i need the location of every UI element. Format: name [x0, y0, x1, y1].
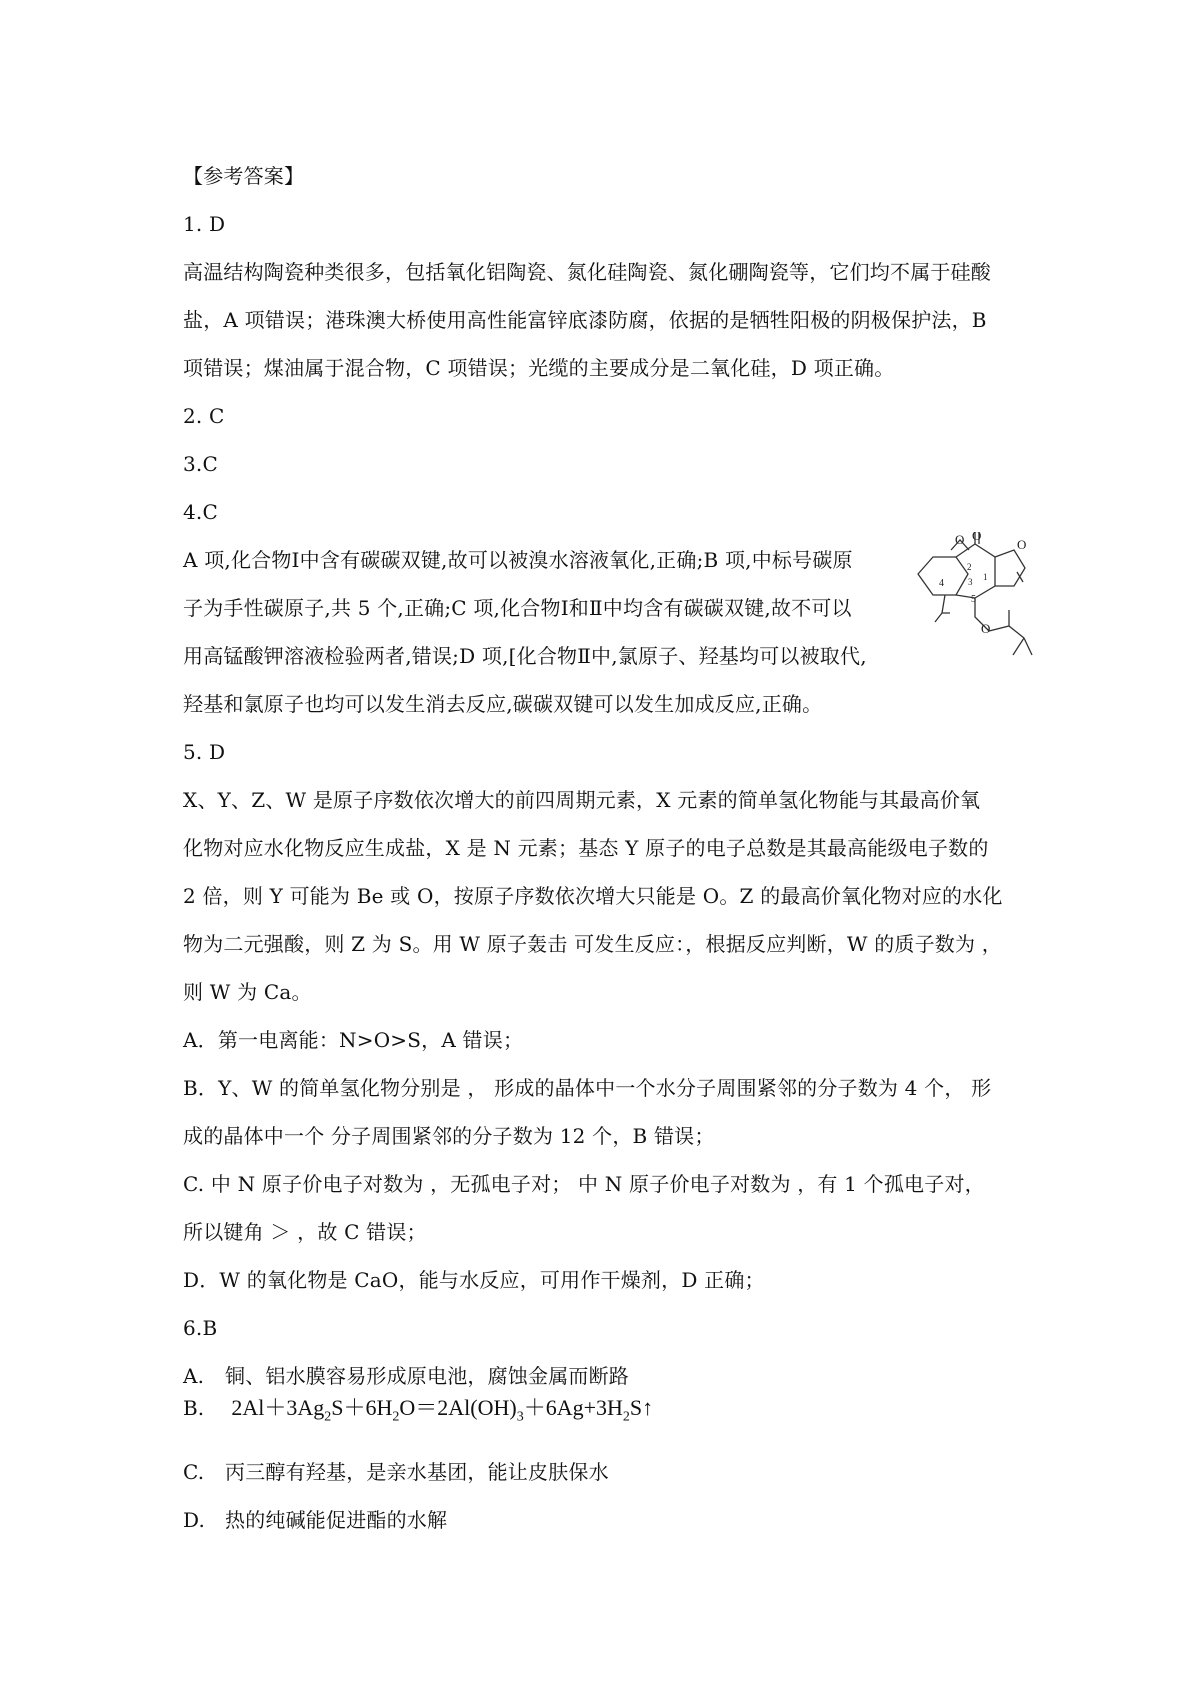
q4-explanation-line-2: 子为手性碳原子,共 5 个,正确;C 项,化合物Ⅰ和Ⅱ中均含有碳碳双键,故不可以 — [183, 596, 852, 620]
molecule-number-label-2: 2 — [967, 562, 972, 572]
molecule-oxygen-label-2: O — [972, 532, 982, 543]
answer-heading: 【参考答案】 — [183, 164, 305, 188]
q5-answer: 5. D — [183, 740, 226, 764]
q5-explanation-line-4: 物为二元强酸，则 Z 为 S。用 W 原子轰击 可发生反应：，根据反应判断，W 的质子数为 ， — [183, 932, 1002, 956]
q6-option-d — [183, 1496, 1033, 1544]
q4-explanation-line-4: 羟基和氯原子也均可以发生消去反应,碳碳双键可以发生加成反应,正确。 — [183, 692, 823, 716]
equation-part-2: S＋6H — [331, 1395, 393, 1420]
q1-explanation-line-1: 高温结构陶瓷种类很多，包括氧化铝陶瓷、氮化硅陶瓷、氮化硼陶瓷等，它们均不属于硅酸 — [183, 260, 991, 284]
q5-option-d: D．W 的氧化物是 CaO，能与水反应，可用作干燥剂，D 正确； — [183, 1268, 765, 1292]
molecule-number-label-4: 4 — [939, 578, 944, 589]
equation-part-1: 2Al＋3Ag — [231, 1395, 325, 1420]
q6-option-b-label: B. — [183, 1396, 205, 1420]
answer-content — [183, 152, 1033, 1544]
q4-explanation-line-3: 用高锰酸钾溶液检验两者,错误;D 项,[化合物Ⅱ中,氯原子、羟基均可以被取代, — [183, 644, 867, 668]
q4-answer: 4.C — [183, 500, 218, 524]
molecule-middle-ring — [956, 544, 995, 598]
q6-option-d-label: D. — [183, 1508, 206, 1532]
molecule-number-label-1: 1 — [983, 572, 988, 582]
q5-option-c-line-1: C. 中 N 原子价电子对数为 ，无孤电子对； 中 N 原子价电子对数为 ，有 1 个孤电子对， — [183, 1172, 985, 1196]
equation-subscript-4: 2 — [622, 1409, 630, 1425]
q2-answer: 2. C — [183, 404, 225, 428]
molecule-methyl-bond — [935, 595, 950, 622]
q6-option-c — [183, 1448, 1033, 1496]
q5-option-b-line-1: B．Y、W 的简单氢化物分别是 ， 形成的晶体中一个水分子周围紧邻的分子数为 4 个， 形 — [183, 1076, 992, 1100]
molecule-oxygen-label-4: O — [981, 621, 991, 636]
molecule-oxygen-label-1: O — [955, 532, 965, 547]
equation-part-4: ＋6Ag+3H — [523, 1395, 623, 1420]
molecule-structure-image — [913, 532, 1035, 658]
q6-option-c-text: 丙三醇有羟基，是亲水基团，能让皮肤保水 — [225, 1460, 609, 1484]
equation-subscript-2: 2 — [392, 1409, 400, 1425]
molecule-left-ring — [918, 557, 968, 595]
molecule-oxygen-label-3: O — [1017, 537, 1027, 552]
q5-option-b-line-2: 成的晶体中一个 分子周围紧邻的分子数为 12 个，B 错误； — [183, 1124, 715, 1148]
q5-explanation-line-3: 2 倍，则 Y 可能为 Be 或 O，按原子序数依次增大只能是 O。Z 的最高价氧化物对应的水化 — [183, 884, 1003, 908]
molecule-right-ring — [995, 550, 1025, 586]
molecule-number-label-3: 3 — [968, 577, 973, 587]
q5-explanation-line-5: 则 W 为 Ca。 — [183, 980, 312, 1004]
q5-option-a: A．第一电离能：N>O>S，A 错误； — [183, 1028, 524, 1052]
q6-option-b-equation — [231, 1395, 654, 1425]
q1-answer: 1. D — [183, 212, 226, 236]
q3-answer: 3.C — [183, 452, 218, 476]
q6-option-a-label: A. — [183, 1364, 205, 1388]
molecule-number-label-5: 5 — [971, 594, 976, 605]
q5-explanation-line-2: 化物对应水化物反应生成盐，X 是 N 元素；基态 Y 原子的电子总数是其最高能级电子数的 — [183, 836, 989, 860]
q1-explanation-line-2: 盐，A 项错误；港珠澳大桥使用高性能富锌底漆防腐，依据的是牺牲阳极的阴极保护法，B — [183, 308, 987, 332]
q6-option-a-text: 铜、铝水膜容易形成原电池，腐蚀金属而断路 — [225, 1364, 629, 1388]
q5-option-c-line-2: 所以键角 ＞ ，故 C 错误； — [183, 1220, 427, 1244]
q5-explanation-line-1: X、Y、Z、W 是原子序数依次增大的前四周期元素，X 元素的简单氢化物能与其最高价氧 — [183, 788, 981, 812]
q6-option-b — [183, 1384, 653, 1432]
q6-option-c-label: C. — [183, 1460, 205, 1484]
equation-subscript-1: 2 — [324, 1409, 332, 1425]
q6-answer: 6.B — [183, 1316, 218, 1340]
equation-subscript-3: 3 — [516, 1409, 524, 1425]
q1-explanation-line-3: 项错误；煤油属于混合物，C 项错误；光缆的主要成分是二氧化硅，D 项正确。 — [183, 356, 895, 380]
q4-explanation-line-1: A 项,化合物Ⅰ中含有碳碳双键,故可以被溴水溶液氧化,正确;B 项,中标号碳原 — [183, 548, 853, 572]
q6-option-d-text: 热的纯碱能促进酯的水解 — [225, 1508, 448, 1532]
equation-part-5: S↑ — [629, 1395, 654, 1420]
equation-part-3: O＝2Al(OH) — [399, 1395, 517, 1420]
